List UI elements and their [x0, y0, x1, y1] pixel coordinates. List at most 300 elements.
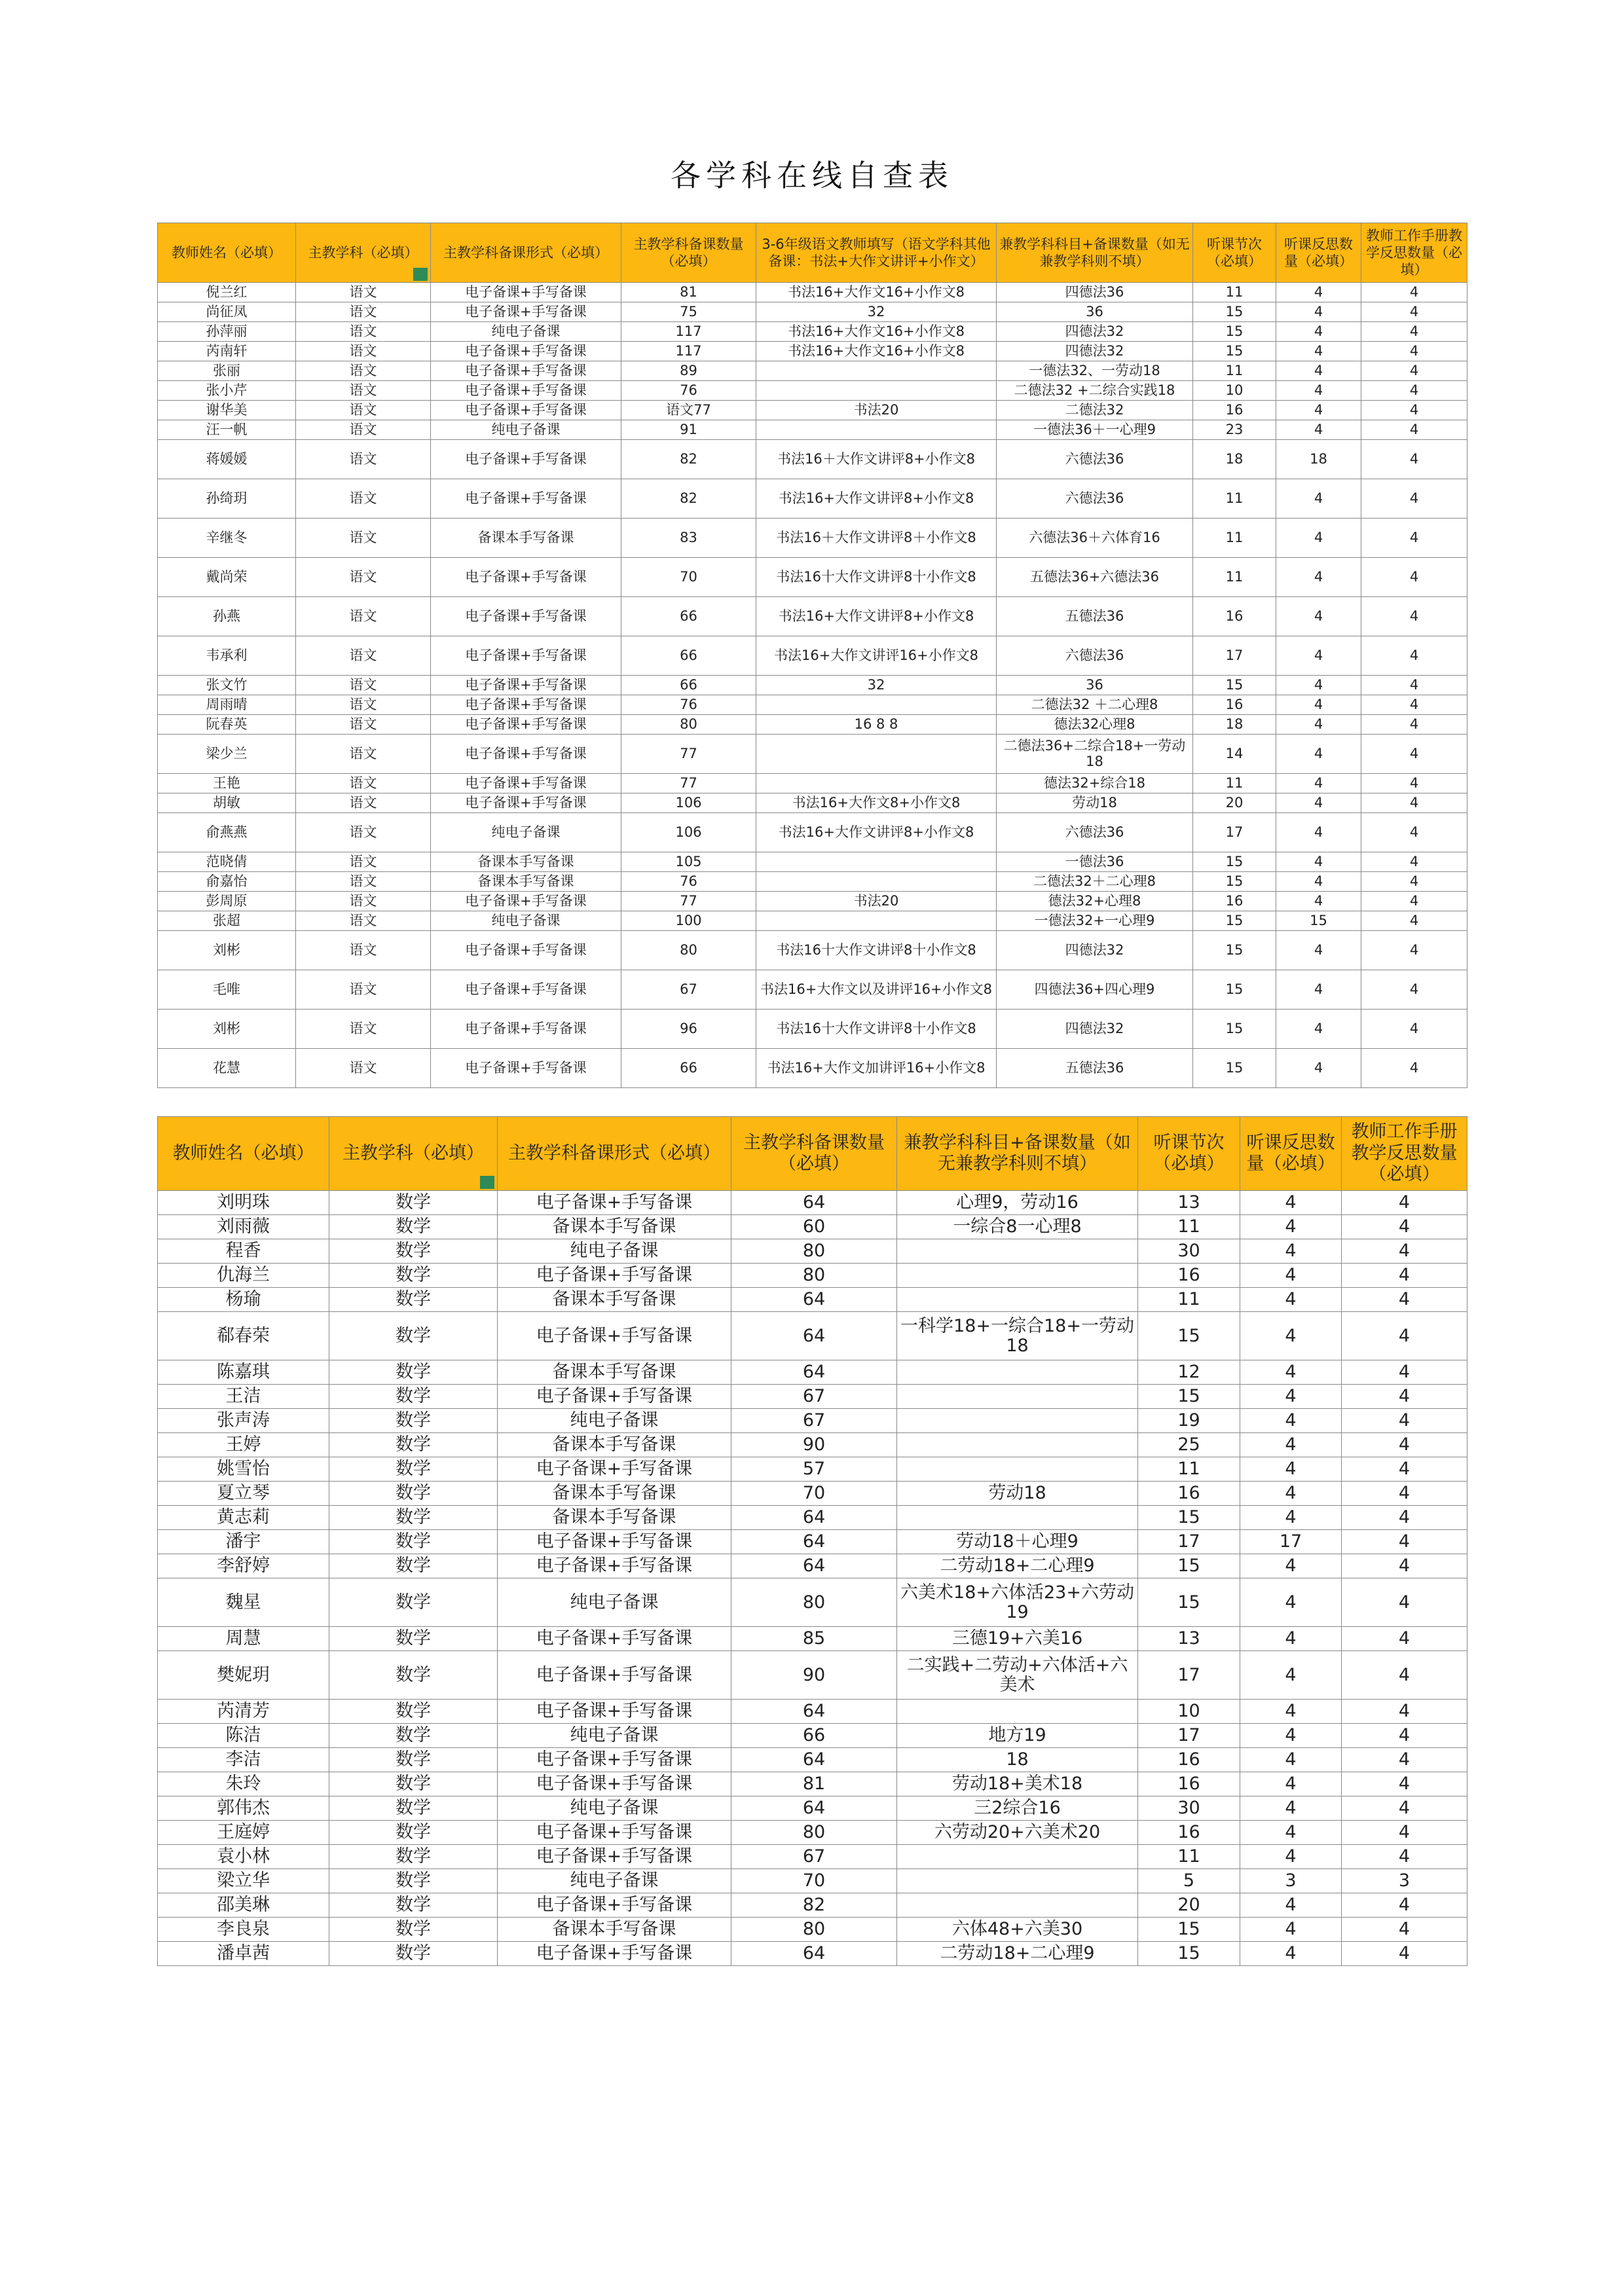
- table-cell[interactable]: 数学: [329, 1942, 498, 1966]
- table-cell[interactable]: [756, 361, 997, 381]
- table-cell[interactable]: 16: [1138, 1821, 1240, 1845]
- table-cell[interactable]: 64: [731, 1700, 897, 1724]
- table-cell[interactable]: 4: [1361, 636, 1467, 676]
- table-cell[interactable]: 4: [1342, 1409, 1467, 1433]
- table-cell[interactable]: 11: [1193, 519, 1276, 558]
- table-cell[interactable]: 书法16十大作文讲评8十小作文8: [756, 1010, 997, 1049]
- table-cell[interactable]: 4: [1276, 636, 1361, 676]
- table-cell[interactable]: 20: [1138, 1893, 1240, 1918]
- table-cell[interactable]: 语文: [296, 774, 431, 793]
- table-cell[interactable]: 电子备课+手写备课: [431, 735, 621, 774]
- table-cell[interactable]: 4: [1240, 1578, 1342, 1627]
- table-cell[interactable]: 数学: [329, 1264, 498, 1288]
- table-cell[interactable]: 数学: [329, 1700, 498, 1724]
- table-cell[interactable]: 15: [1193, 676, 1276, 695]
- table-cell[interactable]: 书法20: [756, 892, 997, 911]
- table-cell[interactable]: 纯电子备课: [431, 420, 621, 440]
- table-cell[interactable]: 王洁: [158, 1385, 329, 1409]
- table-cell[interactable]: [897, 1845, 1138, 1869]
- table-cell[interactable]: 语文: [296, 1049, 431, 1088]
- table-cell[interactable]: 4: [1276, 479, 1361, 519]
- table-cell[interactable]: 纯电子备课: [498, 1869, 731, 1893]
- table-cell[interactable]: 4: [1342, 1627, 1467, 1651]
- table-cell[interactable]: 电子备课+手写备课: [431, 597, 621, 636]
- table-cell[interactable]: 80: [731, 1821, 897, 1845]
- table-cell[interactable]: 4: [1240, 1845, 1342, 1869]
- table-cell[interactable]: 数学: [329, 1288, 498, 1312]
- table-cell[interactable]: 纯电子备课: [431, 322, 621, 342]
- table-cell[interactable]: 4: [1276, 597, 1361, 636]
- table-cell[interactable]: 魏星: [158, 1578, 329, 1627]
- table-cell[interactable]: 四德法36: [997, 283, 1193, 302]
- table-cell[interactable]: 67: [621, 970, 756, 1010]
- table-cell[interactable]: 15: [1138, 1918, 1240, 1942]
- table-cell[interactable]: 电子备课+手写备课: [498, 1264, 731, 1288]
- table-cell[interactable]: 备课本手写备课: [498, 1433, 731, 1457]
- table-cell[interactable]: 4: [1342, 1821, 1467, 1845]
- table-cell[interactable]: 76: [621, 872, 756, 892]
- table-cell[interactable]: 57: [731, 1457, 897, 1482]
- table-cell[interactable]: 六美术18+六体活23+六劳动19: [897, 1578, 1138, 1627]
- table-cell[interactable]: 89: [621, 361, 756, 381]
- table-cell[interactable]: 纯电子备课: [498, 1578, 731, 1627]
- table-cell[interactable]: 数学: [329, 1869, 498, 1893]
- table-cell[interactable]: 117: [621, 342, 756, 361]
- table-cell[interactable]: 备课本手写备课: [498, 1288, 731, 1312]
- table-cell[interactable]: 电子备课+手写备课: [431, 970, 621, 1010]
- table-cell[interactable]: 4: [1342, 1942, 1467, 1966]
- table-cell[interactable]: 张小芹: [158, 381, 296, 401]
- table-cell[interactable]: 4: [1361, 695, 1467, 715]
- table-cell[interactable]: 80: [621, 931, 756, 970]
- table-cell[interactable]: 17: [1138, 1530, 1240, 1554]
- table-cell[interactable]: 韦承利: [158, 636, 296, 676]
- table-cell[interactable]: 书法16十大作文讲评8十小作文8: [756, 931, 997, 970]
- table-cell[interactable]: 辛继冬: [158, 519, 296, 558]
- table-cell[interactable]: 语文: [296, 558, 431, 597]
- table-cell[interactable]: 电子备课+手写备课: [498, 1530, 731, 1554]
- table-cell[interactable]: 4: [1361, 1049, 1467, 1088]
- table-cell[interactable]: 4: [1240, 1288, 1342, 1312]
- table-cell[interactable]: 陈洁: [158, 1724, 329, 1748]
- table-cell[interactable]: 备课本手写备课: [498, 1918, 731, 1942]
- table-cell[interactable]: 15: [1193, 852, 1276, 872]
- table-cell[interactable]: 64: [731, 1530, 897, 1554]
- table-cell[interactable]: 电子备课+手写备课: [431, 1049, 621, 1088]
- table-cell[interactable]: 4: [1240, 1482, 1342, 1506]
- table-cell[interactable]: 王婷: [158, 1433, 329, 1457]
- table-cell[interactable]: 4: [1361, 774, 1467, 793]
- table-cell[interactable]: 书法16+大作文讲评16+小作文8: [756, 636, 997, 676]
- table-cell[interactable]: 李洁: [158, 1748, 329, 1772]
- table-cell[interactable]: 4: [1342, 1845, 1467, 1869]
- table-cell[interactable]: 15: [1138, 1578, 1240, 1627]
- table-cell[interactable]: 4: [1240, 1893, 1342, 1918]
- table-cell[interactable]: 陈嘉琪: [158, 1360, 329, 1385]
- table-cell[interactable]: 孙燕: [158, 597, 296, 636]
- table-cell[interactable]: 11: [1193, 479, 1276, 519]
- table-cell[interactable]: 4: [1276, 322, 1361, 342]
- table-cell[interactable]: 4: [1342, 1385, 1467, 1409]
- table-cell[interactable]: 五德法36: [997, 1049, 1193, 1088]
- table-cell[interactable]: 电子备课+手写备课: [498, 1554, 731, 1578]
- table-cell[interactable]: [897, 1360, 1138, 1385]
- table-cell[interactable]: 六德法36: [997, 479, 1193, 519]
- table-cell[interactable]: 纯电子备课: [498, 1239, 731, 1264]
- table-cell[interactable]: 芮清芳: [158, 1700, 329, 1724]
- table-cell[interactable]: 书法16+大作文讲评8+小作文8: [756, 597, 997, 636]
- table-cell[interactable]: 梁少兰: [158, 735, 296, 774]
- table-cell[interactable]: 电子备课+手写备课: [431, 342, 621, 361]
- table-cell[interactable]: 语文: [296, 911, 431, 931]
- table-cell[interactable]: 77: [621, 892, 756, 911]
- table-cell[interactable]: 张声涛: [158, 1409, 329, 1433]
- table-cell[interactable]: 15: [1193, 872, 1276, 892]
- table-cell[interactable]: 4: [1240, 1627, 1342, 1651]
- table-cell[interactable]: 电子备课+手写备课: [431, 931, 621, 970]
- table-cell[interactable]: 18: [1193, 440, 1276, 479]
- table-cell[interactable]: 五德法36+六德法36: [997, 558, 1193, 597]
- table-cell[interactable]: [897, 1433, 1138, 1457]
- table-cell[interactable]: 12: [1138, 1360, 1240, 1385]
- table-cell[interactable]: 16: [1193, 695, 1276, 715]
- table-cell[interactable]: 书法16＋大作文讲评8＋小作文8: [756, 519, 997, 558]
- table-cell[interactable]: 36: [997, 302, 1193, 322]
- table-cell[interactable]: 64: [731, 1312, 897, 1360]
- table-cell[interactable]: 谢华美: [158, 401, 296, 420]
- table-cell[interactable]: 4: [1342, 1554, 1467, 1578]
- table-cell[interactable]: 11: [1138, 1457, 1240, 1482]
- table-cell[interactable]: 邵美琳: [158, 1893, 329, 1918]
- table-cell[interactable]: 11: [1193, 774, 1276, 793]
- table-cell[interactable]: 4: [1361, 892, 1467, 911]
- table-cell[interactable]: 4: [1240, 1433, 1342, 1457]
- table-cell[interactable]: 语文: [296, 519, 431, 558]
- table-cell[interactable]: 张文竹: [158, 676, 296, 695]
- table-cell[interactable]: 4: [1342, 1651, 1467, 1700]
- table-cell[interactable]: 4: [1342, 1796, 1467, 1821]
- table-cell[interactable]: 16: [1193, 892, 1276, 911]
- table-cell[interactable]: 数学: [329, 1433, 498, 1457]
- table-cell[interactable]: [897, 1239, 1138, 1264]
- table-cell[interactable]: 66: [621, 597, 756, 636]
- table-cell[interactable]: 语文: [296, 793, 431, 813]
- table-cell[interactable]: 六德法36: [997, 636, 1193, 676]
- table-cell[interactable]: 4: [1361, 322, 1467, 342]
- table-cell[interactable]: 4: [1361, 676, 1467, 695]
- table-cell[interactable]: 数学: [329, 1457, 498, 1482]
- table-cell[interactable]: 4: [1240, 1215, 1342, 1239]
- table-cell[interactable]: 周雨晴: [158, 695, 296, 715]
- table-cell[interactable]: 17: [1138, 1724, 1240, 1748]
- table-cell[interactable]: 105: [621, 852, 756, 872]
- table-cell[interactable]: 一德法36: [997, 852, 1193, 872]
- table-cell[interactable]: 4: [1342, 1530, 1467, 1554]
- table-cell[interactable]: 4: [1240, 1506, 1342, 1530]
- table-cell[interactable]: 备课本手写备课: [431, 519, 621, 558]
- table-cell[interactable]: 4: [1342, 1457, 1467, 1482]
- table-cell[interactable]: 4: [1361, 715, 1467, 735]
- table-cell[interactable]: 4: [1361, 813, 1467, 852]
- table-cell[interactable]: 11: [1138, 1845, 1240, 1869]
- table-cell[interactable]: 一德法36＋一心理9: [997, 420, 1193, 440]
- table-cell[interactable]: 23: [1193, 420, 1276, 440]
- table-cell[interactable]: 4: [1276, 558, 1361, 597]
- table-cell[interactable]: [897, 1385, 1138, 1409]
- table-cell[interactable]: 85: [731, 1627, 897, 1651]
- table-cell[interactable]: 电子备课+手写备课: [431, 558, 621, 597]
- table-cell[interactable]: 二德法32＋二心理8: [997, 872, 1193, 892]
- table-cell[interactable]: 4: [1361, 793, 1467, 813]
- table-cell[interactable]: 书法20: [756, 401, 997, 420]
- table-cell[interactable]: 83: [621, 519, 756, 558]
- table-cell[interactable]: 11: [1193, 283, 1276, 302]
- table-cell[interactable]: [897, 1409, 1138, 1433]
- table-cell[interactable]: [897, 1457, 1138, 1482]
- table-cell[interactable]: 4: [1361, 361, 1467, 381]
- table-cell[interactable]: 张丽: [158, 361, 296, 381]
- table-cell[interactable]: 4: [1361, 597, 1467, 636]
- table-cell[interactable]: 数学: [329, 1845, 498, 1869]
- table-cell[interactable]: 五德法36: [997, 597, 1193, 636]
- table-cell[interactable]: 4: [1276, 695, 1361, 715]
- table-cell[interactable]: 袁小林: [158, 1845, 329, 1869]
- table-cell[interactable]: 纯电子备课: [431, 813, 621, 852]
- table-cell[interactable]: 15: [1138, 1385, 1240, 1409]
- table-cell[interactable]: 4: [1361, 1010, 1467, 1049]
- table-cell[interactable]: 4: [1240, 1772, 1342, 1796]
- table-cell[interactable]: 19: [1138, 1409, 1240, 1433]
- table-cell[interactable]: 4: [1276, 1049, 1361, 1088]
- table-cell[interactable]: 106: [621, 813, 756, 852]
- table-cell[interactable]: 电子备课+手写备课: [498, 1893, 731, 1918]
- table-cell[interactable]: 数学: [329, 1482, 498, 1506]
- table-cell[interactable]: 一综合8一心理8: [897, 1215, 1138, 1239]
- table-cell[interactable]: 15: [1193, 911, 1276, 931]
- table-cell[interactable]: 黄志莉: [158, 1506, 329, 1530]
- table-cell[interactable]: 70: [621, 558, 756, 597]
- table-cell[interactable]: 书法16十大作文讲评8十小作文8: [756, 558, 997, 597]
- table-cell[interactable]: 数学: [329, 1821, 498, 1845]
- table-cell[interactable]: 66: [621, 636, 756, 676]
- table-cell[interactable]: 电子备课+手写备课: [431, 793, 621, 813]
- table-cell[interactable]: 语文: [296, 970, 431, 1010]
- table-cell[interactable]: 电子备课+手写备课: [498, 1312, 731, 1360]
- table-cell[interactable]: 4: [1361, 911, 1467, 931]
- table-cell[interactable]: [897, 1869, 1138, 1893]
- table-cell[interactable]: 66: [731, 1724, 897, 1748]
- table-cell[interactable]: 4: [1342, 1578, 1467, 1627]
- table-cell[interactable]: 30: [1138, 1239, 1240, 1264]
- table-cell[interactable]: 书法16＋大作文讲评8+小作文8: [756, 440, 997, 479]
- table-cell[interactable]: 一德法32+一心理9: [997, 911, 1193, 931]
- table-cell[interactable]: 80: [731, 1264, 897, 1288]
- table-cell[interactable]: 4: [1342, 1724, 1467, 1748]
- table-cell[interactable]: 36: [997, 676, 1193, 695]
- table-cell[interactable]: 书法16+大作文讲评8+小作文8: [756, 813, 997, 852]
- table-cell[interactable]: 4: [1240, 1264, 1342, 1288]
- table-cell[interactable]: 4: [1361, 401, 1467, 420]
- table-cell[interactable]: 朱玲: [158, 1772, 329, 1796]
- table-cell[interactable]: 4: [1240, 1918, 1342, 1942]
- table-cell[interactable]: 4: [1240, 1239, 1342, 1264]
- table-cell[interactable]: 4: [1276, 774, 1361, 793]
- table-cell[interactable]: 80: [731, 1918, 897, 1942]
- table-cell[interactable]: 64: [731, 1748, 897, 1772]
- table-cell[interactable]: 语文: [296, 361, 431, 381]
- table-cell[interactable]: 电子备课+手写备课: [498, 1700, 731, 1724]
- table-cell[interactable]: 备课本手写备课: [431, 852, 621, 872]
- table-cell[interactable]: 15: [1193, 1010, 1276, 1049]
- table-cell[interactable]: 劳动18: [897, 1482, 1138, 1506]
- table-cell[interactable]: 4: [1361, 440, 1467, 479]
- table-cell[interactable]: 数学: [329, 1651, 498, 1700]
- table-cell[interactable]: 孙绮玥: [158, 479, 296, 519]
- table-cell[interactable]: 备课本手写备课: [498, 1482, 731, 1506]
- table-cell[interactable]: 王庭婷: [158, 1821, 329, 1845]
- table-cell[interactable]: 4: [1240, 1312, 1342, 1360]
- table-cell[interactable]: 4: [1361, 381, 1467, 401]
- table-cell[interactable]: 电子备课+手写备课: [498, 1772, 731, 1796]
- table-cell[interactable]: 4: [1276, 361, 1361, 381]
- table-cell[interactable]: 17: [1193, 813, 1276, 852]
- table-cell[interactable]: 电子备课+手写备课: [498, 1821, 731, 1845]
- table-cell[interactable]: [897, 1264, 1138, 1288]
- table-cell[interactable]: 100: [621, 911, 756, 931]
- table-cell[interactable]: 17: [1138, 1651, 1240, 1700]
- table-cell[interactable]: 4: [1240, 1409, 1342, 1433]
- table-cell[interactable]: 书法16+大作文讲评8+小作文8: [756, 479, 997, 519]
- table-cell[interactable]: 数学: [329, 1554, 498, 1578]
- table-cell[interactable]: 阮春英: [158, 715, 296, 735]
- table-cell[interactable]: 电子备课+手写备课: [498, 1457, 731, 1482]
- table-cell[interactable]: 四德法36+四心理9: [997, 970, 1193, 1010]
- table-cell[interactable]: 心理9，劳动16: [897, 1191, 1138, 1215]
- table-cell[interactable]: 书法16+大作文16+小作文8: [756, 283, 997, 302]
- table-cell[interactable]: 李良泉: [158, 1918, 329, 1942]
- table-cell[interactable]: 4: [1240, 1191, 1342, 1215]
- table-cell[interactable]: 4: [1240, 1942, 1342, 1966]
- table-cell[interactable]: 语文: [296, 695, 431, 715]
- table-cell[interactable]: 16: [1138, 1264, 1240, 1288]
- table-cell[interactable]: 4: [1240, 1821, 1342, 1845]
- table-cell[interactable]: 毛唯: [158, 970, 296, 1010]
- table-cell[interactable]: 纯电子备课: [498, 1796, 731, 1821]
- table-cell[interactable]: 67: [731, 1845, 897, 1869]
- table-cell[interactable]: 32: [756, 302, 997, 322]
- table-cell[interactable]: 刘彬: [158, 931, 296, 970]
- table-cell[interactable]: 电子备课+手写备课: [431, 676, 621, 695]
- table-cell[interactable]: 4: [1342, 1312, 1467, 1360]
- table-cell[interactable]: 4: [1361, 970, 1467, 1010]
- table-cell[interactable]: 4: [1342, 1288, 1467, 1312]
- table-cell[interactable]: [756, 735, 997, 774]
- table-cell[interactable]: [756, 852, 997, 872]
- table-cell[interactable]: 15: [1193, 1049, 1276, 1088]
- table-cell[interactable]: 64: [731, 1288, 897, 1312]
- table-cell[interactable]: 77: [621, 735, 756, 774]
- table-cell[interactable]: 15: [1138, 1506, 1240, 1530]
- table-cell[interactable]: 75: [621, 302, 756, 322]
- table-cell[interactable]: [756, 695, 997, 715]
- table-cell[interactable]: 语文: [296, 342, 431, 361]
- table-cell[interactable]: 11: [1193, 558, 1276, 597]
- table-cell[interactable]: 六德法36: [997, 440, 1193, 479]
- table-cell[interactable]: 二德法32 ＋二心理8: [997, 695, 1193, 715]
- table-cell[interactable]: 胡敏: [158, 793, 296, 813]
- table-cell[interactable]: 4: [1342, 1433, 1467, 1457]
- table-cell[interactable]: 备课本手写备课: [498, 1360, 731, 1385]
- table-cell[interactable]: 樊妮玥: [158, 1651, 329, 1700]
- table-cell[interactable]: 电子备课+手写备课: [431, 283, 621, 302]
- table-cell[interactable]: 4: [1276, 931, 1361, 970]
- table-cell[interactable]: 二劳动18+二心理9: [897, 1942, 1138, 1966]
- table-cell[interactable]: 16: [1138, 1482, 1240, 1506]
- table-cell[interactable]: 电子备课+手写备课: [431, 1010, 621, 1049]
- table-cell[interactable]: 姚雪怡: [158, 1457, 329, 1482]
- table-cell[interactable]: 语文: [296, 735, 431, 774]
- table-cell[interactable]: 64: [731, 1506, 897, 1530]
- table-cell[interactable]: 语文: [296, 813, 431, 852]
- table-cell[interactable]: [756, 774, 997, 793]
- table-cell[interactable]: 80: [621, 715, 756, 735]
- table-cell[interactable]: 郭伟杰: [158, 1796, 329, 1821]
- table-cell[interactable]: 数学: [329, 1215, 498, 1239]
- table-cell[interactable]: 4: [1361, 420, 1467, 440]
- table-cell[interactable]: 语文: [296, 1010, 431, 1049]
- table-cell[interactable]: 67: [731, 1409, 897, 1433]
- table-cell[interactable]: 4: [1361, 558, 1467, 597]
- table-cell[interactable]: 一科学18+一综合18+一劳动18: [897, 1312, 1138, 1360]
- table-cell[interactable]: 64: [731, 1796, 897, 1821]
- table-cell[interactable]: 13: [1138, 1191, 1240, 1215]
- table-cell[interactable]: 语文: [296, 852, 431, 872]
- table-cell[interactable]: 16 8 8: [756, 715, 997, 735]
- table-cell[interactable]: 77: [621, 774, 756, 793]
- table-cell[interactable]: 张超: [158, 911, 296, 931]
- table-cell[interactable]: 杨瑜: [158, 1288, 329, 1312]
- table-cell[interactable]: 电子备课+手写备课: [498, 1627, 731, 1651]
- table-cell[interactable]: 4: [1276, 735, 1361, 774]
- table-cell[interactable]: 语文: [296, 283, 431, 302]
- table-cell[interactable]: 语文: [296, 931, 431, 970]
- table-cell[interactable]: 4: [1342, 1918, 1467, 1942]
- table-cell[interactable]: 数学: [329, 1506, 498, 1530]
- table-cell[interactable]: 4: [1276, 420, 1361, 440]
- table-cell[interactable]: 64: [731, 1554, 897, 1578]
- table-cell[interactable]: 4: [1240, 1700, 1342, 1724]
- table-cell[interactable]: 4: [1342, 1360, 1467, 1385]
- table-cell[interactable]: 4: [1361, 479, 1467, 519]
- table-cell[interactable]: 80: [731, 1239, 897, 1264]
- table-cell[interactable]: 14: [1193, 735, 1276, 774]
- table-cell[interactable]: 俞燕燕: [158, 813, 296, 852]
- table-cell[interactable]: 电子备课+手写备课: [431, 715, 621, 735]
- table-cell[interactable]: [897, 1700, 1138, 1724]
- table-cell[interactable]: 蒋媛媛: [158, 440, 296, 479]
- table-cell[interactable]: 语文: [296, 440, 431, 479]
- table-cell[interactable]: 4: [1276, 793, 1361, 813]
- table-cell[interactable]: 德法32+心理8: [997, 892, 1193, 911]
- table-cell[interactable]: 刘明珠: [158, 1191, 329, 1215]
- table-cell[interactable]: 彭周原: [158, 892, 296, 911]
- table-cell[interactable]: 李舒婷: [158, 1554, 329, 1578]
- table-cell[interactable]: 刘彬: [158, 1010, 296, 1049]
- table-cell[interactable]: 90: [731, 1433, 897, 1457]
- table-cell[interactable]: 4: [1240, 1457, 1342, 1482]
- table-cell[interactable]: 4: [1361, 302, 1467, 322]
- table-cell[interactable]: 二德法32 +二综合实践18: [997, 381, 1193, 401]
